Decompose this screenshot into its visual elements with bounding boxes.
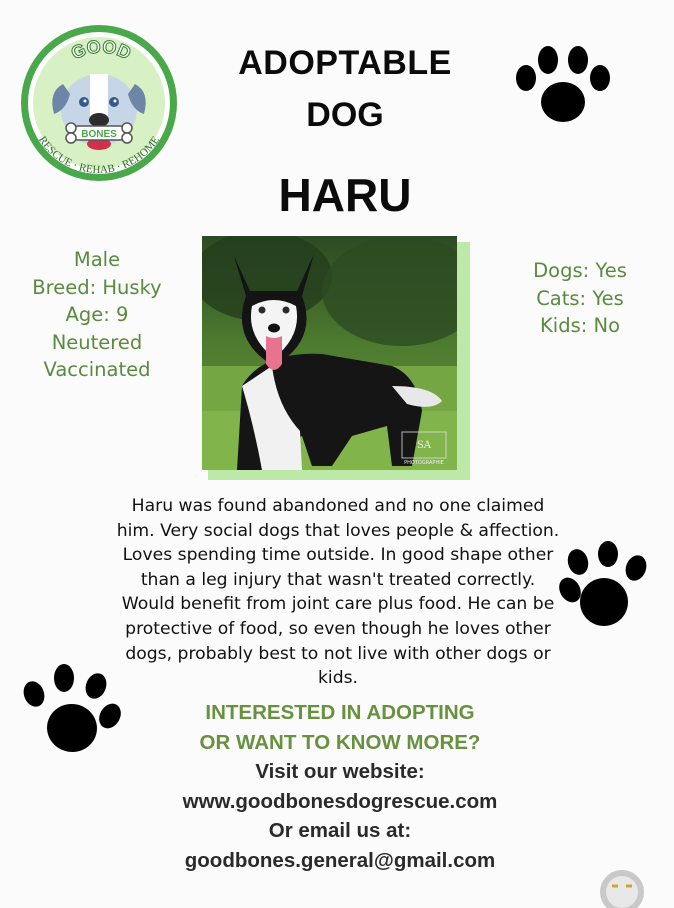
dog-details-right <box>510 257 650 340</box>
detail-dogs: Dogs: Yes <box>533 259 627 282</box>
detail-vaccinated: Vaccinated <box>43 358 151 381</box>
description-line: Loves spending time outside. In good shape other <box>122 545 554 566</box>
detail-neutered: Neutered <box>51 330 143 354</box>
description-line: Haru was found abandoned and no one claimed <box>131 496 545 516</box>
detail-cats: Cats: Yes <box>536 286 624 310</box>
detail-kids: Kids: No <box>539 314 621 337</box>
detail-sex: Male <box>73 248 121 271</box>
description-line: protective of food, so even though he loves other <box>125 618 551 639</box>
dog-photo <box>202 236 457 470</box>
detail-age: Age: 9 <box>65 303 129 326</box>
email-link[interactable]: goodbones.general@gmail.com <box>184 848 496 872</box>
description-line: him. Very social dogs that loves people & affection. <box>116 520 560 541</box>
dog-name: HARU <box>278 169 412 221</box>
visit-label: Visit our website: <box>255 760 425 783</box>
description-line: Would benefit from joint care plus food. He can be <box>121 594 555 615</box>
description-line: than a leg injury that wasn't treated correctly. <box>140 569 536 590</box>
svg-text:GOOD: GOOD <box>68 36 135 64</box>
cta-line1: INTERESTED IN ADOPTING <box>205 701 475 724</box>
svg-text:RESCUE · REHAB · REHOME: RESCUE · REHAB · REHOME <box>36 134 162 177</box>
paw-print-icon <box>508 44 618 130</box>
website-link[interactable]: www.goodbonesdogrescue.com <box>182 789 498 813</box>
svg-text:PHOTOGRAPHIE: PHOTOGRAPHIE <box>404 460 444 466</box>
rescue-logo <box>18 22 180 184</box>
adoption-cta <box>130 698 550 875</box>
corner-badge-icon <box>598 868 646 908</box>
page-title-line2: DOG <box>306 96 384 134</box>
dog-details-left <box>22 246 172 384</box>
email-label: Or email us at: <box>268 819 412 842</box>
dog-description <box>88 494 588 691</box>
detail-breed: Breed: Husky <box>32 275 162 299</box>
page-title-line1: ADOPTABLE <box>238 44 452 82</box>
description-line: kids. <box>317 668 359 689</box>
description-line: dogs, probably best to not live with other dogs or <box>125 643 551 664</box>
cta-line2: OR WANT TO KNOW MORE? <box>199 730 481 754</box>
svg-text:SA: SA <box>416 440 432 451</box>
svg-text:BONES: BONES <box>81 129 117 140</box>
